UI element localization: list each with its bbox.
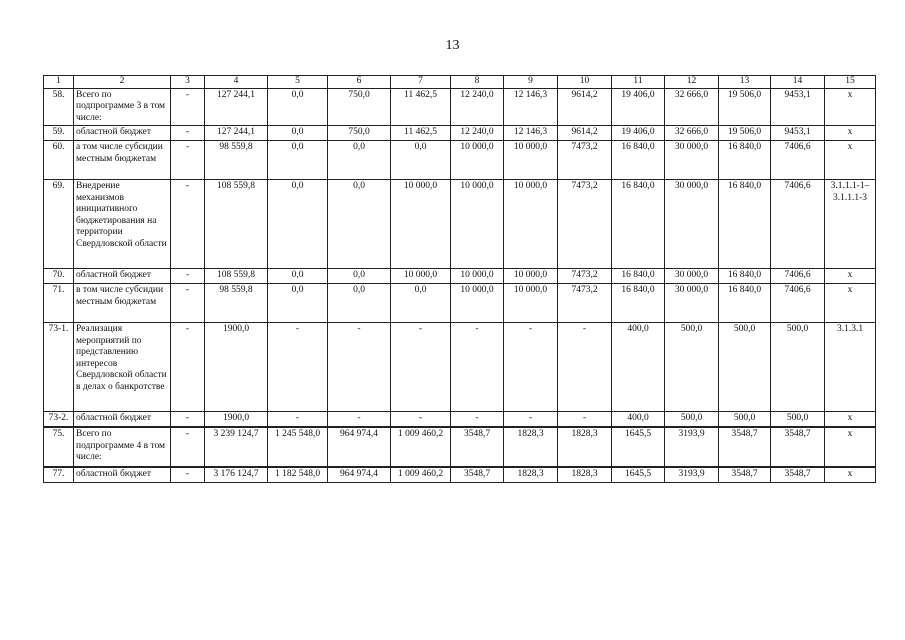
value-cell: 16 840,0 (719, 269, 771, 284)
value-cell: 0,0 (391, 284, 451, 323)
value-cell: 3193,9 (665, 427, 719, 467)
value-cell: - (451, 412, 504, 428)
row-number-cell: 70. (44, 269, 74, 284)
value-cell: 10 000,0 (451, 284, 504, 323)
value-cell: 1828,3 (504, 427, 558, 467)
value-cell: - (328, 412, 391, 428)
value-cell: - (391, 323, 451, 412)
value-cell: 16 840,0 (612, 180, 665, 269)
value-cell: - (451, 323, 504, 412)
table-row (44, 269, 876, 284)
table-row (44, 284, 876, 323)
value-cell: 1900,0 (205, 412, 268, 428)
value-cell: 7406,6 (771, 141, 825, 180)
column-header: 1 (44, 76, 74, 89)
row-number-cell: 73-1. (44, 323, 74, 412)
column-header: 9 (504, 76, 558, 89)
value-cell: 12 240,0 (451, 88, 504, 126)
value-cell: 0,0 (328, 141, 391, 180)
column-header: 12 (665, 76, 719, 89)
value-cell: 127 244,1 (205, 88, 268, 126)
row-number-cell: 60. (44, 141, 74, 180)
target-code-cell: х (825, 141, 876, 180)
column-3-cell: - (171, 141, 205, 180)
value-cell: 0,0 (268, 88, 328, 126)
column-3-cell: - (171, 269, 205, 284)
value-cell: 500,0 (719, 323, 771, 412)
column-3-cell: - (171, 284, 205, 323)
target-code-cell: х (825, 427, 876, 467)
value-cell: 400,0 (612, 412, 665, 428)
value-cell: 32 666,0 (665, 88, 719, 126)
value-cell: 3 239 124,7 (205, 427, 268, 467)
table-row (44, 180, 876, 269)
value-cell: 7473,2 (558, 141, 612, 180)
row-name-cell: областной бюджет (74, 467, 171, 483)
value-cell: 10 000,0 (504, 180, 558, 269)
value-cell: 10 000,0 (391, 180, 451, 269)
value-cell: 30 000,0 (665, 269, 719, 284)
row-number-cell: 73-2. (44, 412, 74, 428)
value-cell: 500,0 (719, 412, 771, 428)
value-cell: 0,0 (268, 180, 328, 269)
value-cell: 1900,0 (205, 323, 268, 412)
value-cell: 19 506,0 (719, 126, 771, 141)
value-cell: 10 000,0 (504, 284, 558, 323)
value-cell: 0,0 (268, 269, 328, 284)
value-cell: 1645,5 (612, 427, 665, 467)
value-cell: 750,0 (328, 88, 391, 126)
row-number-cell: 75. (44, 427, 74, 467)
value-cell: 1828,3 (558, 467, 612, 483)
value-cell: 30 000,0 (665, 141, 719, 180)
row-name-cell: в том числе субсидии местным бюджетам (74, 284, 171, 323)
target-code-cell: х (825, 269, 876, 284)
value-cell: 1645,5 (612, 467, 665, 483)
column-3-cell: - (171, 88, 205, 126)
row-number-cell: 58. (44, 88, 74, 126)
column-header: 5 (268, 76, 328, 89)
page-number: 13 (445, 38, 460, 53)
row-number-cell: 59. (44, 126, 74, 141)
value-cell: - (558, 412, 612, 428)
table-row (44, 323, 876, 412)
value-cell: 16 840,0 (719, 141, 771, 180)
value-cell: 19 406,0 (612, 88, 665, 126)
value-cell: 1828,3 (558, 427, 612, 467)
column-header: 15 (825, 76, 876, 89)
column-3-cell: - (171, 427, 205, 467)
value-cell: 10 000,0 (451, 141, 504, 180)
row-number-cell: 77. (44, 467, 74, 483)
table-row (44, 412, 876, 428)
value-cell: 108 559,8 (205, 269, 268, 284)
table-row (44, 141, 876, 180)
column-3-cell: - (171, 467, 205, 483)
value-cell: 9453,1 (771, 126, 825, 141)
table-row (44, 88, 876, 126)
value-cell: - (504, 323, 558, 412)
value-cell: - (504, 412, 558, 428)
value-cell: 108 559,8 (205, 180, 268, 269)
value-cell: 7473,2 (558, 269, 612, 284)
value-cell: 0,0 (268, 126, 328, 141)
column-header: 10 (558, 76, 612, 89)
value-cell: 0,0 (268, 284, 328, 323)
value-cell: 32 666,0 (665, 126, 719, 141)
value-cell: 7473,2 (558, 180, 612, 269)
value-cell: 16 840,0 (719, 180, 771, 269)
value-cell: 12 240,0 (451, 126, 504, 141)
value-cell: 19 406,0 (612, 126, 665, 141)
column-3-cell: - (171, 126, 205, 141)
target-code-cell: х (825, 412, 876, 428)
value-cell: - (391, 412, 451, 428)
value-cell: 3 176 124,7 (205, 467, 268, 483)
column-3-cell: - (171, 412, 205, 428)
row-name-cell: Всего по подпрограмме 3 в том числе: (74, 88, 171, 126)
column-header: 8 (451, 76, 504, 89)
value-cell: 16 840,0 (612, 284, 665, 323)
value-cell: 3548,7 (451, 427, 504, 467)
value-cell: 964 974,4 (328, 427, 391, 467)
value-cell: 12 146,3 (504, 88, 558, 126)
value-cell: 11 462,5 (391, 126, 451, 141)
value-cell: 3548,7 (771, 467, 825, 483)
value-cell: 500,0 (771, 323, 825, 412)
value-cell: 11 462,5 (391, 88, 451, 126)
value-cell: 3548,7 (771, 427, 825, 467)
table-body (44, 76, 876, 483)
value-cell: 3193,9 (665, 467, 719, 483)
value-cell: 19 506,0 (719, 88, 771, 126)
row-name-cell: областной бюджет (74, 412, 171, 428)
value-cell: 98 559,8 (205, 284, 268, 323)
value-cell: 16 840,0 (719, 284, 771, 323)
value-cell: - (328, 323, 391, 412)
value-cell: 10 000,0 (504, 269, 558, 284)
row-name-cell: а том числе субсидии местным бюджетам (74, 141, 171, 180)
value-cell: 3548,7 (719, 467, 771, 483)
value-cell: 12 146,3 (504, 126, 558, 141)
value-cell: 500,0 (665, 412, 719, 428)
value-cell: 500,0 (665, 323, 719, 412)
value-cell: 30 000,0 (665, 284, 719, 323)
value-cell: 127 244,1 (205, 126, 268, 141)
value-cell: 10 000,0 (451, 269, 504, 284)
value-cell: 3548,7 (719, 427, 771, 467)
value-cell: 1 245 548,0 (268, 427, 328, 467)
table-row (44, 126, 876, 141)
value-cell: - (268, 412, 328, 428)
value-cell: 7406,6 (771, 269, 825, 284)
value-cell: 7406,6 (771, 180, 825, 269)
row-name-cell: Внедрение механизмов инициативного бюджетирования на территории Свердловской области (74, 180, 171, 269)
value-cell: 0,0 (328, 284, 391, 323)
column-header: 13 (719, 76, 771, 89)
row-number-cell: 69. (44, 180, 74, 269)
value-cell: - (268, 323, 328, 412)
value-cell: 500,0 (771, 412, 825, 428)
row-name-cell: Всего по подпрограмме 4 в том числе: (74, 427, 171, 467)
row-name-cell: областной бюджет (74, 269, 171, 284)
target-code-cell: 3.1.1.1-1– 3.1.1.1-3 (825, 180, 876, 269)
column-header: 7 (391, 76, 451, 89)
row-name-cell: Реализация мероприятий по представлению интересов Свердловской области в делах о банкротстве (74, 323, 171, 412)
value-cell: 1 182 548,0 (268, 467, 328, 483)
column-header: 4 (205, 76, 268, 89)
value-cell: 7473,2 (558, 284, 612, 323)
value-cell: 750,0 (328, 126, 391, 141)
value-cell: 16 840,0 (612, 141, 665, 180)
column-header: 2 (74, 76, 171, 89)
value-cell: 0,0 (328, 269, 391, 284)
value-cell: 0,0 (391, 141, 451, 180)
value-cell: - (558, 323, 612, 412)
column-3-cell: - (171, 180, 205, 269)
budget-table (43, 75, 876, 483)
target-code-cell: х (825, 88, 876, 126)
value-cell: 400,0 (612, 323, 665, 412)
column-header: 11 (612, 76, 665, 89)
row-number-cell: 71. (44, 284, 74, 323)
value-cell: 16 840,0 (612, 269, 665, 284)
value-cell: 9614,2 (558, 126, 612, 141)
value-cell: 0,0 (268, 141, 328, 180)
row-name-cell: областной бюджет (74, 126, 171, 141)
target-code-cell: х (825, 126, 876, 141)
value-cell: 1 009 460,2 (391, 467, 451, 483)
table-row (44, 427, 876, 467)
value-cell: 10 000,0 (504, 141, 558, 180)
value-cell: 1 009 460,2 (391, 427, 451, 467)
value-cell: 9453,1 (771, 88, 825, 126)
value-cell: 10 000,0 (451, 180, 504, 269)
column-3-cell: - (171, 323, 205, 412)
value-cell: 7406,6 (771, 284, 825, 323)
value-cell: 964 974,4 (328, 467, 391, 483)
value-cell: 3548,7 (451, 467, 504, 483)
column-header: 14 (771, 76, 825, 89)
value-cell: 0,0 (328, 180, 391, 269)
value-cell: 10 000,0 (391, 269, 451, 284)
column-header: 6 (328, 76, 391, 89)
value-cell: 1828,3 (504, 467, 558, 483)
column-header: 3 (171, 76, 205, 89)
target-code-cell: х (825, 467, 876, 483)
target-code-cell: х (825, 284, 876, 323)
value-cell: 30 000,0 (665, 180, 719, 269)
target-code-cell: 3.1.3.1 (825, 323, 876, 412)
header-row (44, 76, 876, 89)
value-cell: 98 559,8 (205, 141, 268, 180)
table-row (44, 467, 876, 483)
value-cell: 9614,2 (558, 88, 612, 126)
